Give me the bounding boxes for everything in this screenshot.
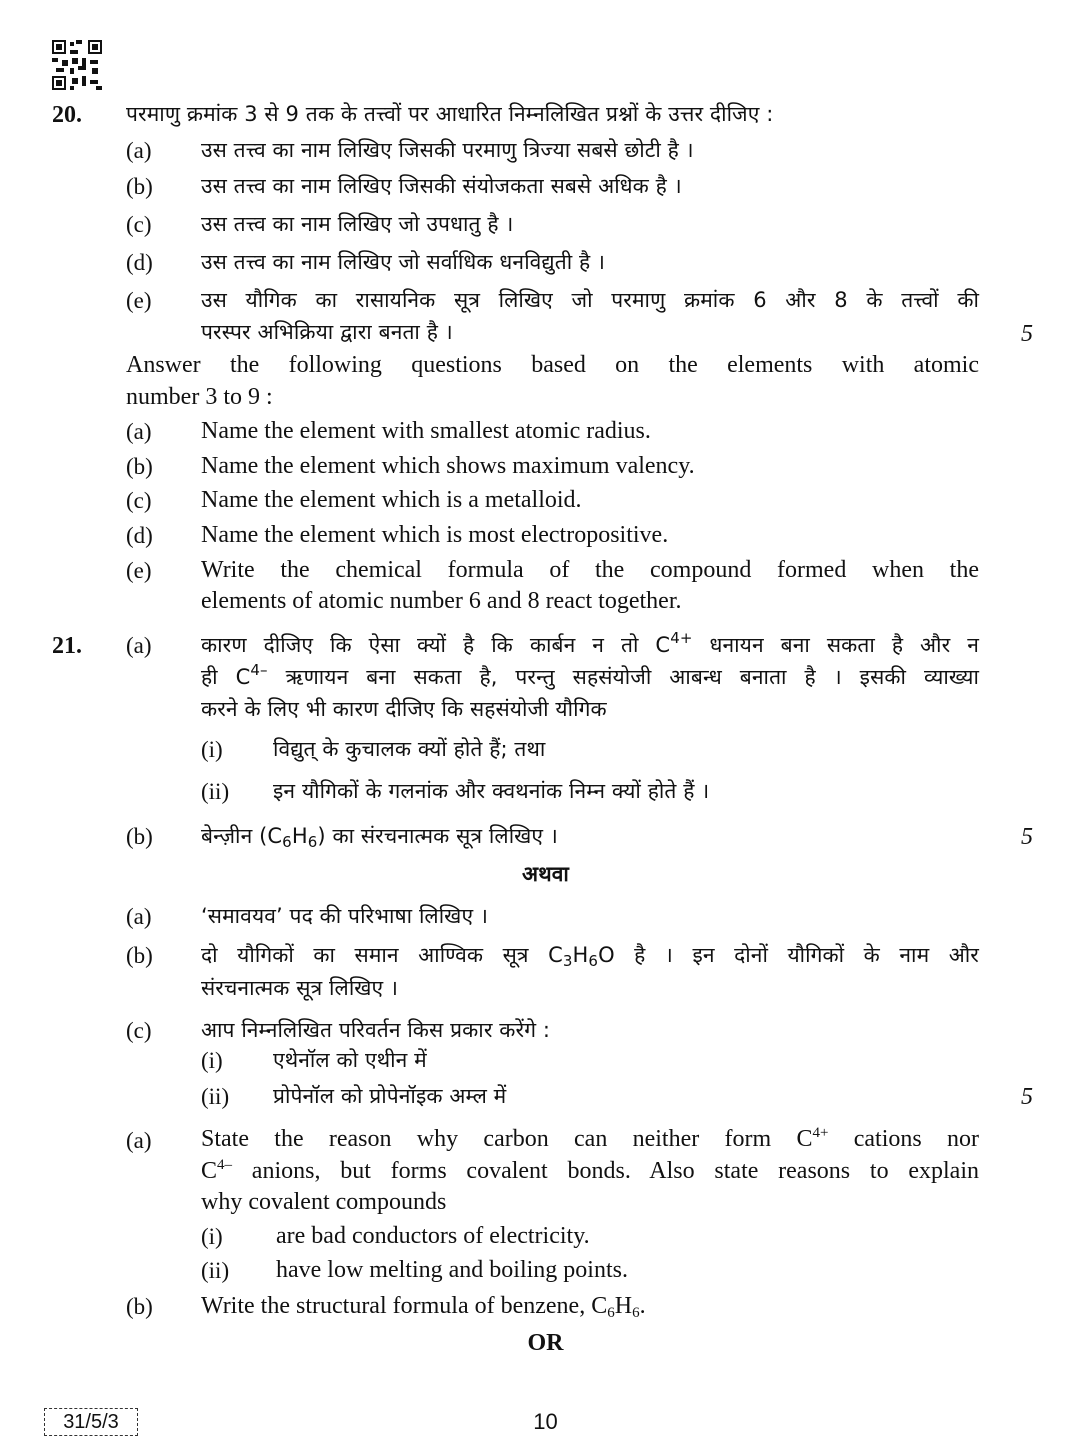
item-text: ही $C^{4-}$ ऋणायन बना सकता है, परन्तु सहसंयोजी आबन्ध बनाता है । इसकी व्याख्या bbox=[201, 661, 979, 689]
sub-item-label: (i) bbox=[201, 737, 223, 762]
item-label: (b) bbox=[126, 454, 153, 479]
item-label: (e) bbox=[126, 558, 152, 583]
item-label: (d) bbox=[126, 250, 153, 275]
item-label: (c) bbox=[126, 488, 152, 513]
item-text: Write the chemical formula of the compound formed when the bbox=[201, 557, 979, 583]
question-number: 21. bbox=[52, 633, 82, 659]
item-label: (b) bbox=[126, 943, 153, 968]
item-label: (c) bbox=[126, 1018, 152, 1043]
item-text: करने के लिए भी कारण दीजिए कि सहसंयोजी यौगिक bbox=[201, 697, 607, 721]
or-separator-english: OR bbox=[527, 1330, 564, 1356]
sub-item-text: have low melting and boiling points. bbox=[276, 1257, 628, 1283]
item-text: परस्पर अभिक्रिया द्वारा बनता है । bbox=[201, 320, 453, 344]
paper-code: 31/5/3 bbox=[44, 1408, 138, 1436]
question-text-hindi: परमाणु क्रमांक 3 से 9 तक के तत्त्वों पर आधारित निम्नलिखित प्रश्नों के उत्तर दीजिए : bbox=[126, 102, 774, 126]
item-text: संरचनात्मक सूत्र लिखिए । bbox=[201, 976, 399, 1000]
item-label: (e) bbox=[126, 288, 152, 313]
qr-code-icon bbox=[52, 40, 102, 90]
item-text: बेन्ज़ीन $(C_6H_6)$ का संरचनात्मक सूत्र लिखिए । bbox=[201, 824, 558, 851]
question-number: 20. bbox=[52, 102, 82, 128]
sub-item-label: (i) bbox=[201, 1048, 223, 1073]
item-label: (a) bbox=[126, 419, 152, 444]
sub-item-text: इन यौगिकों के गलनांक और क्वथनांक निम्न क्यों होते हैं । bbox=[273, 779, 710, 803]
item-text: why covalent compounds bbox=[201, 1189, 447, 1215]
item-label: (a) bbox=[126, 633, 152, 658]
item-label: (d) bbox=[126, 523, 153, 548]
or-separator-hindi: अथवा bbox=[522, 862, 569, 886]
item-text: Name the element which shows maximum valency. bbox=[201, 453, 695, 479]
page-number: 10 bbox=[533, 1409, 558, 1434]
item-label: (c) bbox=[126, 212, 152, 237]
item-text: उस तत्त्व का नाम लिखिए जो सर्वाधिक धनविद्युती है । bbox=[201, 250, 606, 274]
item-label: (b) bbox=[126, 174, 153, 199]
item-label: (b) bbox=[126, 824, 153, 849]
item-text: State the reason why carbon can neither form $C^{4+}$ cations nor bbox=[201, 1125, 980, 1152]
item-text: उस तत्त्व का नाम लिखिए जिसकी परमाणु त्रिज्या सबसे छोटी है । bbox=[201, 138, 694, 162]
item-label: (a) bbox=[126, 138, 152, 163]
item-text: दो यौगिकों का समान आण्विक सूत्र $C_3H_6O$ है । इन दोनों यौगिकों के नाम और bbox=[201, 943, 979, 970]
item-label: (a) bbox=[126, 904, 152, 929]
item-text: elements of atomic number 6 and 8 react together. bbox=[201, 588, 682, 614]
marks: 5 bbox=[1021, 1084, 1033, 1110]
item-text: $C^{4-}$ anions, but forms covalent bonds. Also state reasons to explain bbox=[201, 1157, 979, 1184]
item-text: Name the element which is most electropositive. bbox=[201, 522, 669, 548]
item-label: (a) bbox=[126, 1128, 152, 1153]
sub-item-label: (ii) bbox=[201, 779, 230, 804]
question-text-english: Answer the following questions based on the elements with atomic bbox=[126, 352, 979, 378]
item-text: कारण दीजिए कि ऐसा क्यों है कि कार्बन न तो $C^{4+}$ धनायन बना सकता है और न bbox=[201, 629, 979, 657]
sub-item-text: विद्युत् के कुचालक क्यों होते हैं; तथा bbox=[273, 737, 546, 761]
marks: 5 bbox=[1021, 321, 1033, 347]
question-text-english: number 3 to 9 : bbox=[126, 384, 273, 410]
item-text: आप निम्नलिखित परिवर्तन किस प्रकार करेंगे : bbox=[201, 1018, 551, 1042]
sub-item-label: (ii) bbox=[201, 1084, 230, 1109]
sub-item-text: प्रोपेनॉल को प्रोपेनॉइक अम्ल में bbox=[273, 1084, 507, 1108]
item-text: Name the element with smallest atomic radius. bbox=[201, 418, 651, 444]
sub-item-text: एथेनॉल को एथीन में bbox=[273, 1048, 427, 1072]
item-text: Write the structural formula of benzene, $C_6H_6$. bbox=[201, 1293, 646, 1321]
item-text: उस तत्त्व का नाम लिखिए जिसकी संयोजकता सबसे अधिक है । bbox=[201, 174, 682, 198]
item-text: Name the element which is a metalloid. bbox=[201, 487, 582, 513]
sub-item-label: (ii) bbox=[201, 1258, 230, 1283]
sub-item-label: (i) bbox=[201, 1224, 223, 1249]
marks: 5 bbox=[1021, 824, 1033, 850]
item-label: (b) bbox=[126, 1294, 153, 1319]
item-text: उस यौगिक का रासायनिक सूत्र लिखिए जो परमाणु क्रमांक 6 और 8 के तत्त्वों की bbox=[201, 288, 979, 312]
sub-item-text: are bad conductors of electricity. bbox=[276, 1223, 590, 1249]
item-text: उस तत्त्व का नाम लिखिए जो उपधातु है । bbox=[201, 212, 514, 236]
item-text: ‘समावयव’ पद की परिभाषा लिखिए । bbox=[201, 904, 488, 928]
